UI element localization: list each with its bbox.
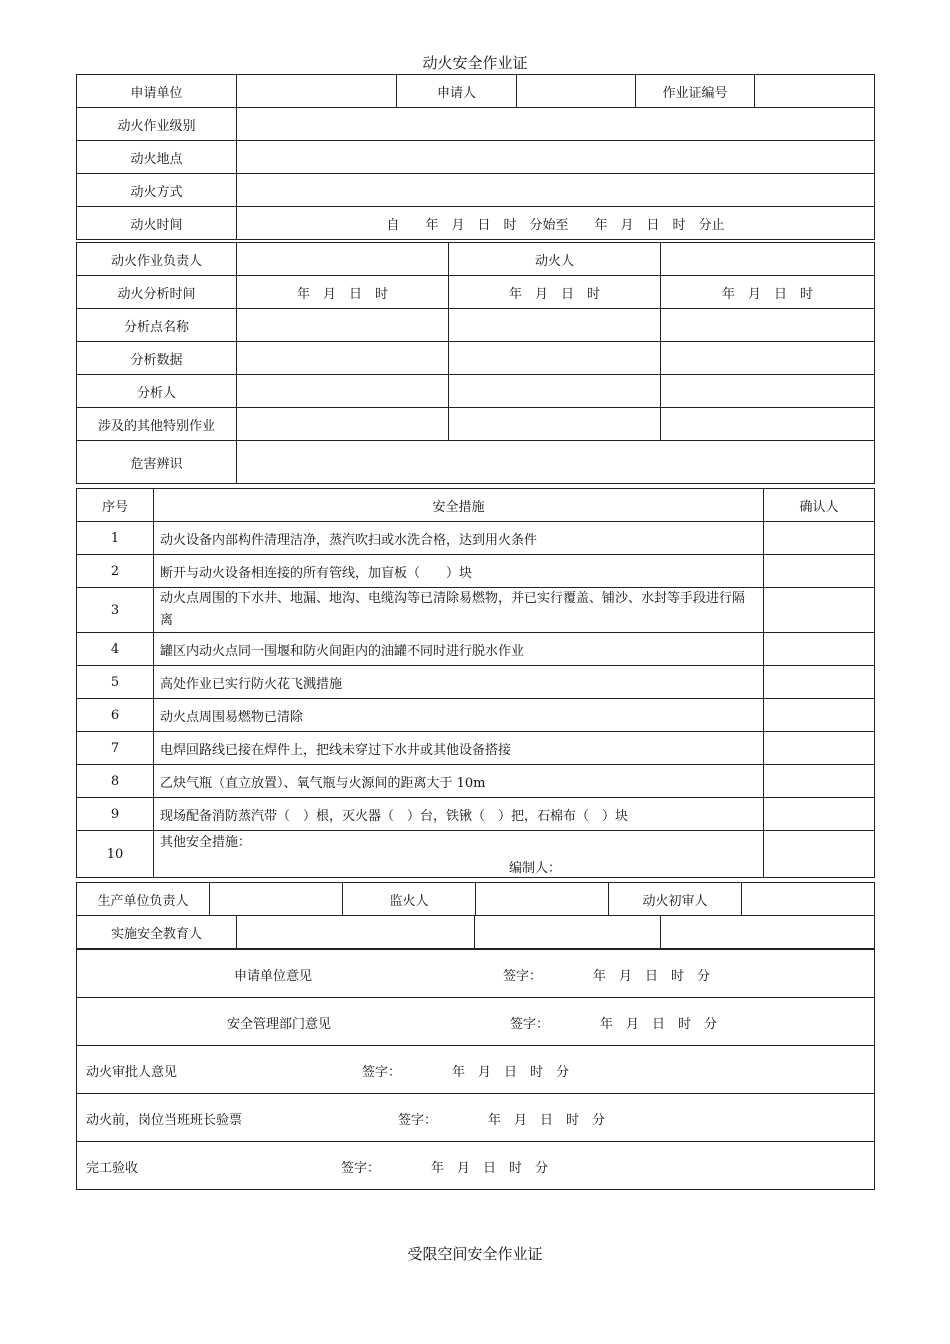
label-analyst: 分析人: [77, 375, 237, 408]
measure-text: 电焊回路线已接在焊件上，把线未穿过下水井或其他设备搭接: [154, 732, 764, 765]
label-level: 动火作业级别: [77, 108, 237, 141]
field-applicant-unit[interactable]: [237, 75, 397, 108]
approval-section: [76, 949, 875, 1190]
field-analyst-2[interactable]: [449, 375, 661, 408]
label-hazard: 危害辨识: [77, 441, 237, 484]
field-analysis-data-2[interactable]: [449, 342, 661, 375]
measure-no: 2: [77, 555, 154, 588]
row-approver-opinion[interactable]: [77, 1046, 875, 1094]
label-analysis-point: 分析点名称: [77, 309, 237, 342]
datetime-label: 年 月 日 时 分: [593, 969, 711, 984]
label-operator: 动火人: [449, 243, 661, 276]
field-place[interactable]: [237, 141, 875, 174]
sign-label: 签字：: [503, 969, 543, 984]
measure-text: 现场配备消防蒸汽带（ ）根，灭火器（ ）台，铁锹（ ）把，石棉布（ ）块: [154, 798, 764, 831]
measure-no: 3: [77, 588, 154, 633]
sign-label: 签字：: [398, 1113, 438, 1128]
author-label: 编制人：: [509, 861, 562, 876]
measure-no: 1: [77, 522, 154, 555]
measure-text: 动火点周围易燃物已清除: [154, 699, 764, 732]
label-completion: 完工验收: [86, 1161, 139, 1176]
datetime-label: 年 月 日 时 分: [488, 1113, 606, 1128]
label-fire-watch: 监火人: [343, 883, 476, 916]
label-method: 动火方式: [77, 174, 237, 207]
label-analysis-time: 动火分析时间: [77, 276, 237, 309]
field-leader[interactable]: [237, 243, 449, 276]
measure-text: 动火设备内部构件清理洁净，蒸汽吹扫或水洗合格，达到用火条件: [154, 522, 764, 555]
field-method[interactable]: [237, 174, 875, 207]
label-first-review: 动火初审人: [609, 883, 742, 916]
label-time: 动火时间: [77, 207, 237, 240]
field-level[interactable]: [237, 108, 875, 141]
label-applicant: 申请人: [397, 75, 517, 108]
field-operator[interactable]: [661, 243, 875, 276]
label-analysis-data: 分析数据: [77, 342, 237, 375]
field-analysis-point-3[interactable]: [661, 309, 875, 342]
personnel-section: [76, 882, 875, 916]
field-analyst-3[interactable]: [661, 375, 875, 408]
education-section: [76, 915, 875, 949]
measure-no: 8: [77, 765, 154, 798]
datetime-label: 年 月 日 时 分: [431, 1161, 549, 1176]
field-analysis-data-3[interactable]: [661, 342, 875, 375]
field-analysis-data-1[interactable]: [237, 342, 449, 375]
header-confirm: 确认人: [764, 489, 875, 522]
label-prod-leader: 生产单位负责人: [77, 883, 210, 916]
confirm-cell[interactable]: [764, 633, 875, 666]
confirm-cell[interactable]: [764, 555, 875, 588]
label-shift-check: 动火前，岗位当班班长验票: [86, 1113, 243, 1128]
measure-text: 动火点周围的下水井、地漏、地沟、电缆沟等已清除易燃物，并已实行覆盖、铺沙、水封等手段进行隔离: [154, 588, 764, 633]
analysis-section: [76, 242, 875, 484]
field-analysis-time-2[interactable]: 年 月 日 时: [449, 276, 661, 309]
field-analysis-time-1[interactable]: 年 月 日 时: [237, 276, 449, 309]
label-approver-opinion: 动火审批人意见: [86, 1065, 178, 1080]
measure-text: 断开与动火设备相连接的所有管线，加盲板（ ）块: [154, 555, 764, 588]
field-safety-educator-2[interactable]: [475, 916, 661, 949]
field-analyst-1[interactable]: [237, 375, 449, 408]
confirm-cell[interactable]: [764, 522, 875, 555]
field-analysis-point-2[interactable]: [449, 309, 661, 342]
confirm-cell[interactable]: [764, 732, 875, 765]
label-leader: 动火作业负责人: [77, 243, 237, 276]
label-safety-educator: 实施安全教育人: [77, 916, 237, 949]
measure-no: 4: [77, 633, 154, 666]
sign-label: 签字：: [510, 1017, 550, 1032]
confirm-cell[interactable]: [764, 588, 875, 633]
field-applicant[interactable]: [517, 75, 636, 108]
measure-no: 7: [77, 732, 154, 765]
measure-no: 6: [77, 699, 154, 732]
field-other-special-1[interactable]: [237, 408, 449, 441]
other-measures-label: 其他安全措施：: [160, 835, 252, 850]
confirm-cell[interactable]: [764, 666, 875, 699]
measure-text: 高处作业已实行防火花飞溅措施: [154, 666, 764, 699]
label-permit-no: 作业证编号: [636, 75, 755, 108]
label-unit-opinion: 申请单位意见: [234, 969, 313, 984]
hot-work-permit-form: [76, 74, 875, 240]
field-safety-educator-3[interactable]: [661, 916, 875, 949]
field-other-special-3[interactable]: [661, 408, 875, 441]
safety-measures-table: [76, 488, 875, 878]
label-place: 动火地点: [77, 141, 237, 174]
field-hazard[interactable]: [237, 441, 875, 484]
measure-no: 9: [77, 798, 154, 831]
field-prod-leader[interactable]: [210, 883, 343, 916]
field-first-review[interactable]: [742, 883, 875, 916]
confirm-cell[interactable]: [764, 831, 875, 878]
row-safety-dept-opinion[interactable]: [77, 998, 875, 1046]
field-permit-no[interactable]: [755, 75, 875, 108]
confirm-cell[interactable]: [764, 699, 875, 732]
field-other-special-2[interactable]: [449, 408, 661, 441]
measure-text: 乙炔气瓶（直立放置）、氧气瓶与火源间的距离大于 10m: [154, 765, 764, 798]
measure-no: 10: [77, 831, 154, 878]
field-safety-educator-1[interactable]: [237, 916, 475, 949]
field-analysis-point-1[interactable]: [237, 309, 449, 342]
field-analysis-time-3[interactable]: 年 月 日 时: [661, 276, 875, 309]
form-title: 动火安全作业证: [422, 54, 528, 72]
row-shift-check[interactable]: [77, 1094, 875, 1142]
row-unit-opinion[interactable]: [77, 950, 875, 998]
field-time[interactable]: 自 年 月 日 时 分始至 年 月 日 时 分止: [237, 207, 875, 240]
measure-text-other[interactable]: [154, 831, 764, 878]
datetime-label: 年 月 日 时 分: [600, 1017, 718, 1032]
measure-no: 5: [77, 666, 154, 699]
field-fire-watch[interactable]: [476, 883, 609, 916]
header-no: 序号: [77, 489, 154, 522]
next-form-title: 受限空间安全作业证: [407, 1245, 543, 1263]
measure-text: 罐区内动火点同一围堰和防火间距内的油罐不同时进行脱水作业: [154, 633, 764, 666]
confirm-cell[interactable]: [764, 798, 875, 831]
sign-label: 签字：: [341, 1161, 381, 1176]
header-measure: 安全措施: [154, 489, 764, 522]
confirm-cell[interactable]: [764, 765, 875, 798]
label-safety-dept-opinion: 安全管理部门意见: [227, 1017, 332, 1032]
datetime-label: 年 月 日 时 分: [452, 1065, 570, 1080]
row-completion[interactable]: [77, 1142, 875, 1190]
sign-label: 签字：: [362, 1065, 402, 1080]
label-other-special: 涉及的其他特别作业: [77, 408, 237, 441]
label-applicant-unit: 申请单位: [77, 75, 237, 108]
